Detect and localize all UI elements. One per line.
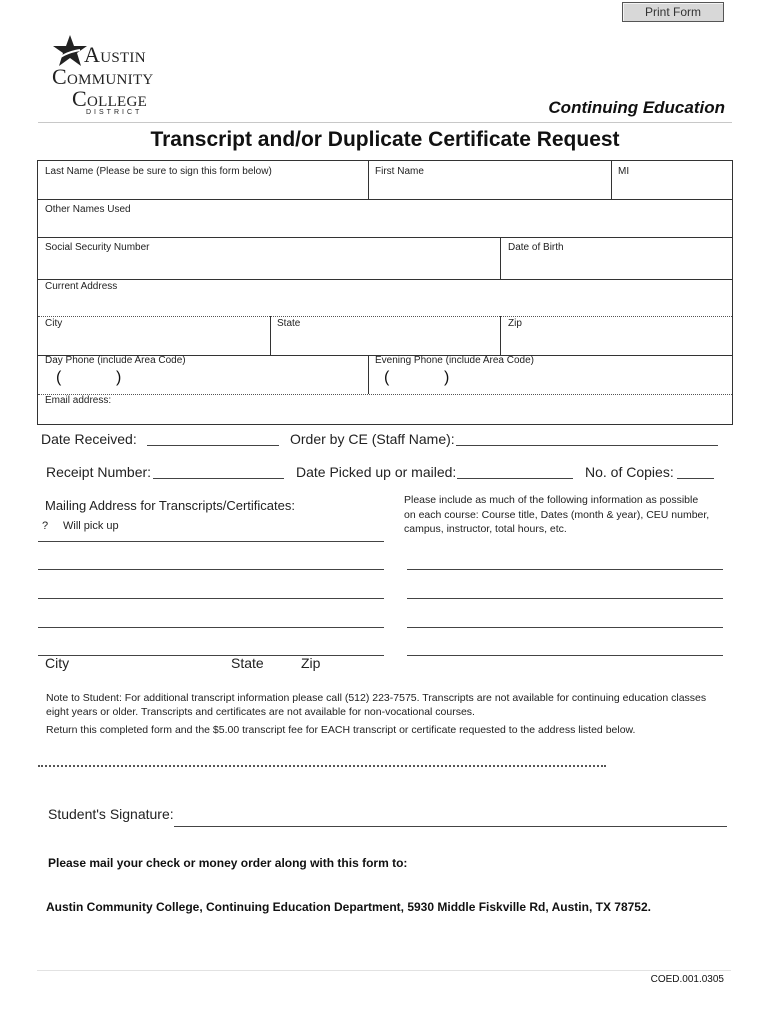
logo-word-district: DISTRICT (86, 109, 143, 116)
mailing-line[interactable] (38, 569, 384, 570)
zip-field[interactable]: Zip (508, 318, 522, 329)
middle-initial-field[interactable]: MI (618, 166, 630, 177)
course-info-line-3: campus, instructor, total hours, etc. (404, 523, 567, 535)
course-line[interactable] (407, 655, 723, 656)
mailing-state-label: State (231, 655, 264, 671)
evening-phone-paren-open: ( (384, 369, 390, 386)
logo-word-community: Community (52, 64, 154, 89)
date-received-label: Date Received: (41, 431, 137, 447)
grid-divider (38, 237, 732, 238)
dob-field[interactable]: Date of Birth (508, 242, 564, 253)
current-address-field[interactable]: Current Address (45, 281, 118, 292)
note-line-2: eight years or older. Transcripts and certificates are not available for non-vocational courses. (46, 706, 475, 718)
pickup-checkbox[interactable]: ? (42, 520, 49, 532)
last-name-field[interactable]: Last Name (Please be sure to sign this form below) (45, 166, 272, 177)
mailing-line[interactable] (38, 627, 384, 628)
grid-divider (38, 394, 732, 395)
course-info-line-2: on each course: Course title, Dates (month & year), CEU number, (404, 509, 710, 521)
mailing-line[interactable] (38, 598, 384, 599)
header-divider (38, 122, 732, 123)
form-code: COED.001.0305 (650, 974, 724, 985)
mail-address: Austin Community College, Continuing Education Department, 5930 Middle Fiskville Rd, Austin, TX 78752. (46, 900, 651, 914)
grid-divider (38, 279, 732, 280)
date-received-line[interactable] (147, 445, 279, 446)
cut-line (38, 765, 606, 767)
mail-instruction: Please mail your check or money order along with this form to: (48, 856, 408, 870)
grid-divider (500, 316, 501, 355)
logo-word-college: College (72, 86, 148, 111)
signature-line[interactable] (174, 826, 727, 827)
print-form-button[interactable]: Print Form (622, 2, 724, 22)
evening-phone-paren-close: ) (444, 369, 450, 386)
mailing-city-label: City (45, 655, 70, 671)
course-line[interactable] (407, 627, 723, 628)
course-line[interactable] (407, 569, 723, 570)
mailing-zip-label: Zip (301, 655, 321, 671)
mailing-heading: Mailing Address for Transcripts/Certificates: (45, 498, 295, 513)
course-line[interactable] (407, 598, 723, 599)
grid-divider (270, 316, 271, 355)
other-names-field[interactable]: Other Names Used (45, 204, 131, 215)
first-name-field[interactable]: First Name (375, 166, 424, 177)
mailing-line[interactable] (38, 541, 384, 542)
copies-line[interactable] (677, 478, 714, 479)
evening-phone-field[interactable]: Evening Phone (include Area Code) (375, 355, 534, 366)
date-picked-label: Date Picked up or mailed: (296, 464, 457, 480)
course-info-line-1: Please include as much of the following information as possible (404, 494, 699, 506)
state-field[interactable]: State (277, 318, 301, 329)
email-field[interactable]: Email address: (45, 395, 112, 406)
order-by-line[interactable] (456, 445, 718, 446)
day-phone-field[interactable]: Day Phone (include Area Code) (45, 355, 186, 366)
copies-label: No. of Copies: (585, 464, 674, 480)
date-picked-line[interactable] (457, 478, 573, 479)
grid-divider (368, 161, 369, 199)
note-line-1: Note to Student: For additional transcript information please call (512) 223-7575. Transcripts are not available for continuing education classes (46, 692, 707, 704)
day-phone-paren-open: ( (56, 369, 62, 386)
grid-divider (500, 237, 501, 279)
department-title: Continuing Education (548, 98, 725, 117)
grid-divider (368, 355, 369, 394)
ssn-field[interactable]: Social Security Number (45, 242, 150, 253)
logo-word-austin: Austin (84, 42, 146, 67)
city-field[interactable]: City (45, 318, 63, 329)
receipt-number-label: Receipt Number: (46, 464, 152, 480)
grid-divider (38, 199, 732, 200)
grid-divider (611, 161, 612, 199)
day-phone-paren-close: ) (116, 369, 122, 386)
order-by-label: Order by CE (Staff Name): (290, 431, 455, 447)
receipt-number-line[interactable] (153, 478, 284, 479)
acc-logo (44, 34, 174, 120)
footer-divider (37, 970, 731, 971)
applicant-info-grid (37, 160, 733, 425)
mailing-line[interactable] (38, 655, 384, 656)
pickup-label: Will pick up (63, 520, 119, 532)
grid-divider (38, 316, 732, 317)
note-line-3: Return this completed form and the $5.00 transcript fee for EACH transcript or certificate requested to the address listed below. (46, 724, 636, 736)
form-title: Transcript and/or Duplicate Certificate Request (150, 128, 620, 151)
signature-label: Student's Signature: (48, 806, 174, 822)
